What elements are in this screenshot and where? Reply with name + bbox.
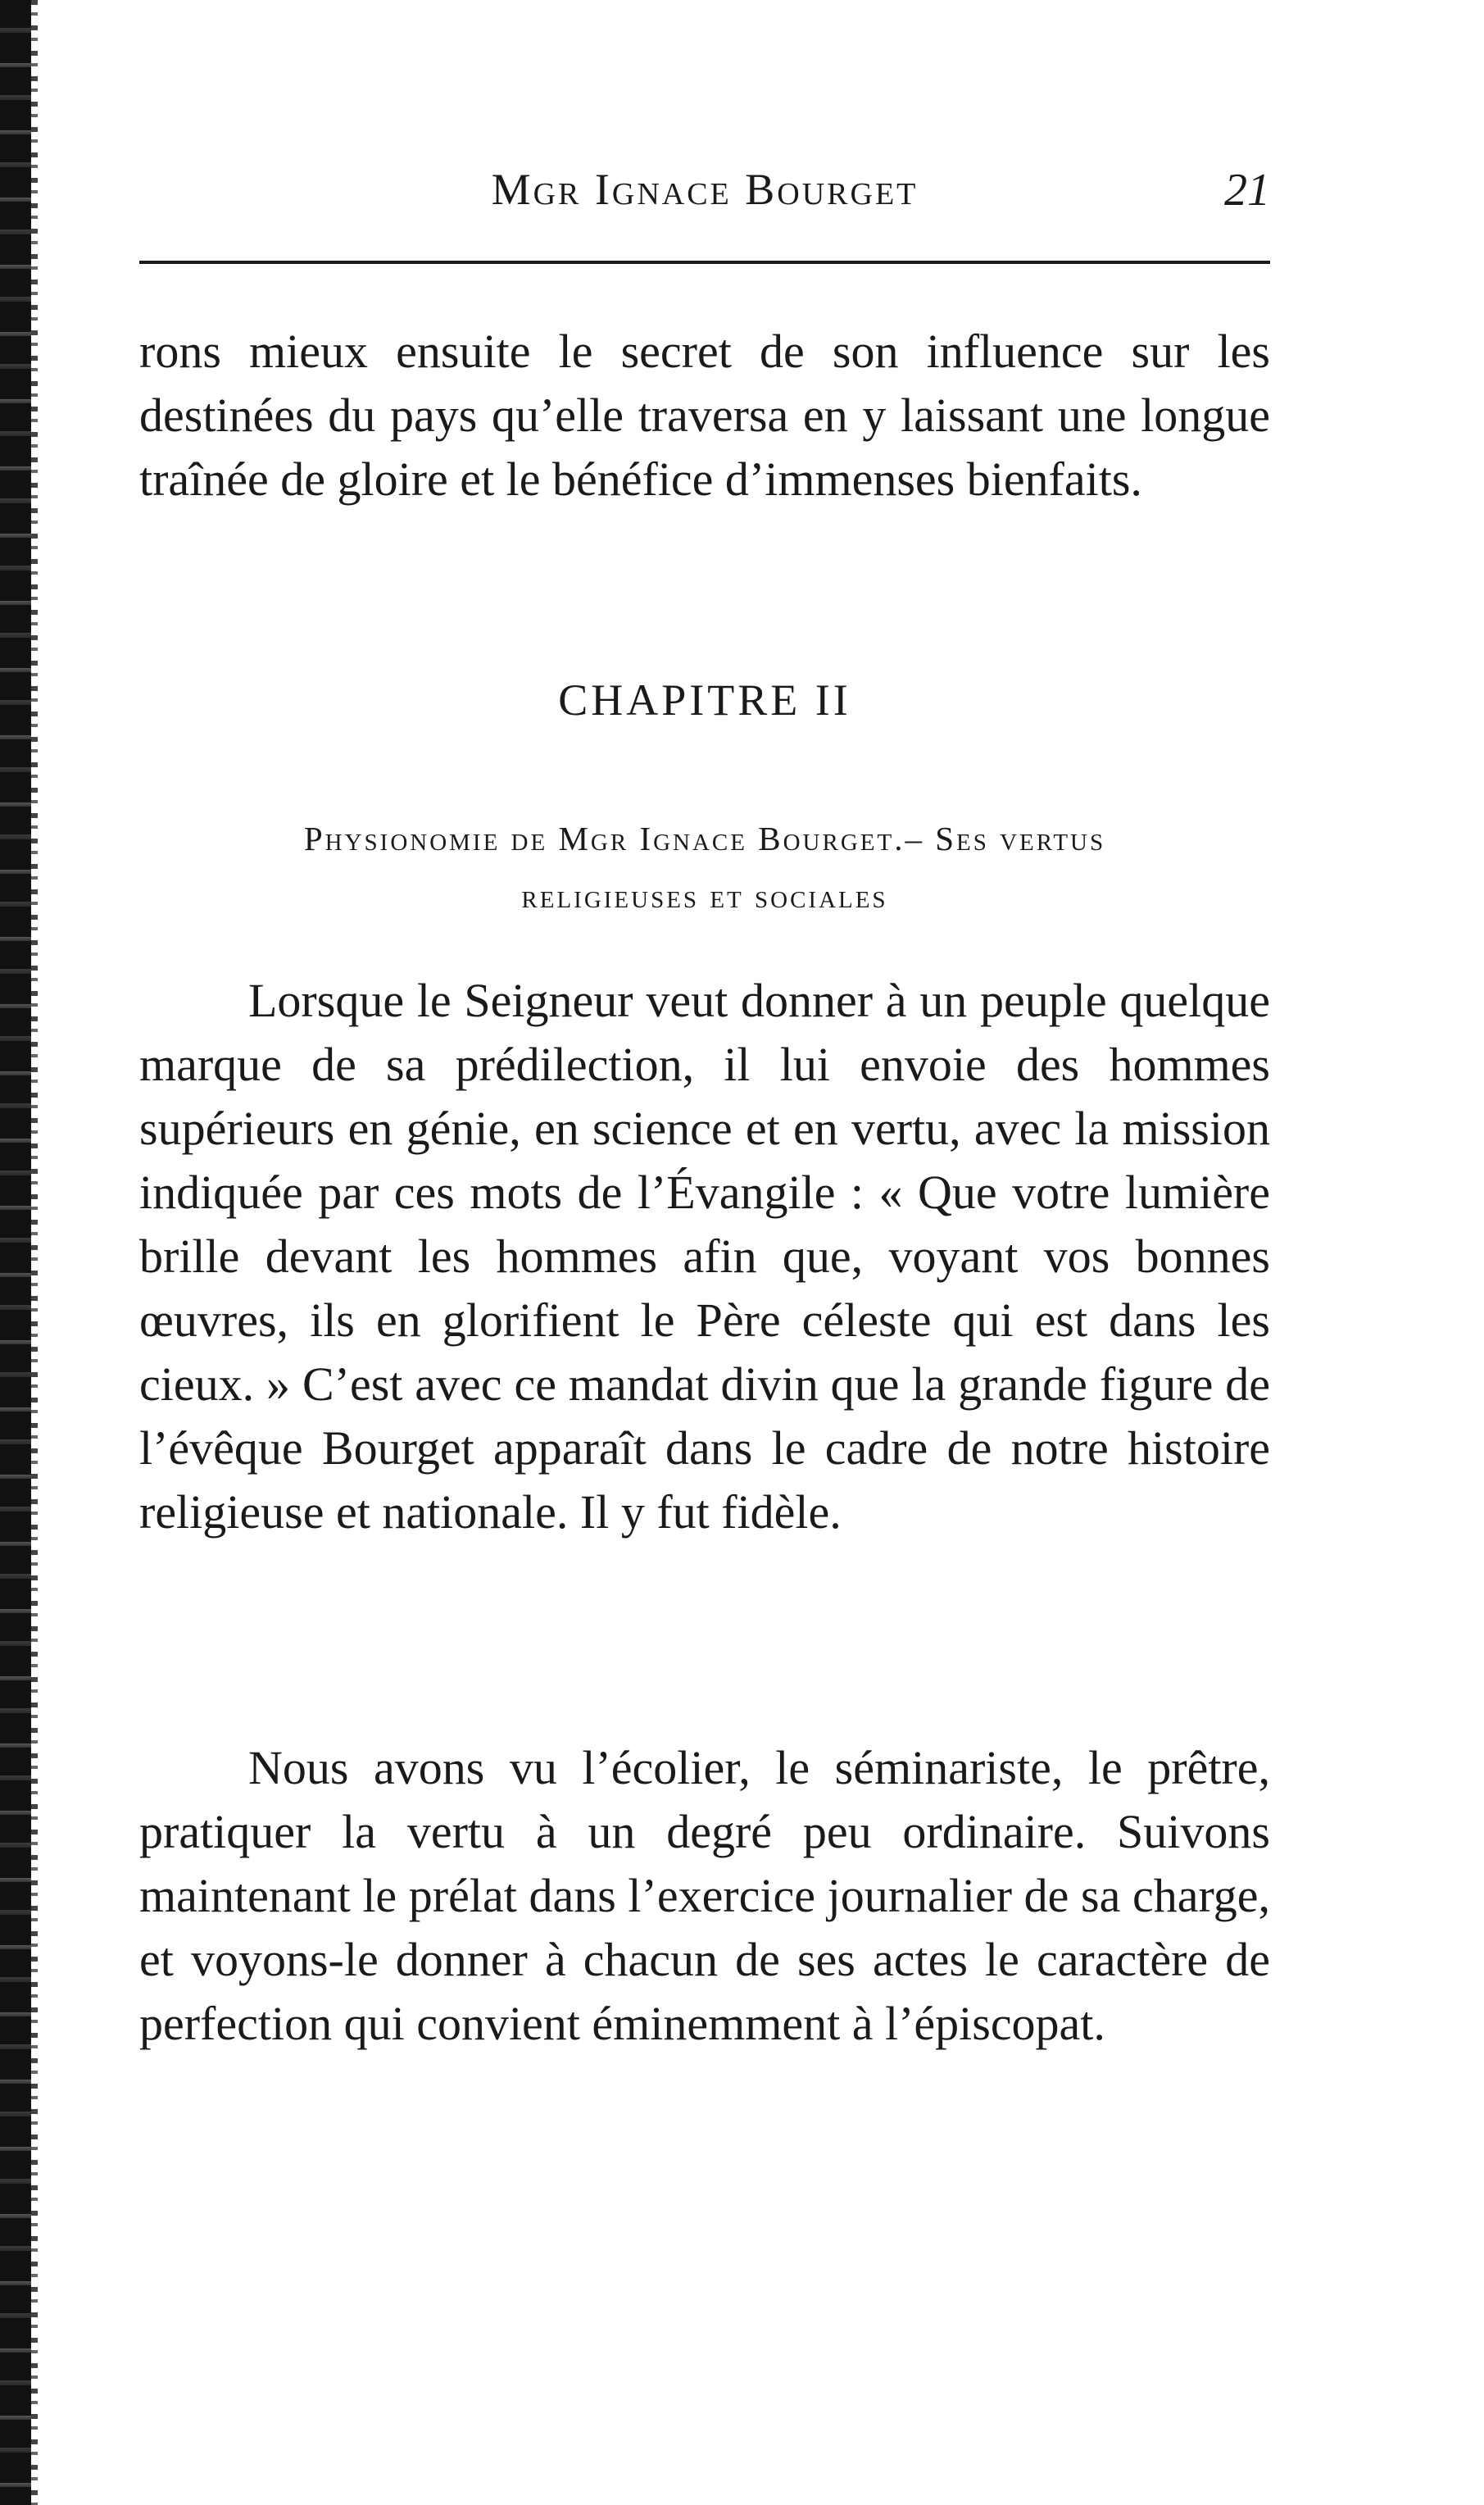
- chapter-heading: CHAPITRE II: [558, 675, 851, 725]
- chapter-subtitle-line-1: Physionomie de Mgr Ignace Bourget.– Ses vertus: [303, 820, 1106, 857]
- header-rule: [139, 261, 1270, 264]
- paragraph-nous-avons-vu: Nous avons vu l’écolier, le séminariste, le prêtre, pratiquer la vertu à un degré peu ordinaire. Suivons maintenant le prélat dans l’exercice journalier de sa charge, et voyons-le donner à chacun de ses actes le caractère de perfection qui convient éminemment à l’épiscopat.: [139, 1741, 1270, 2050]
- running-title: Mgr Ignace Bourget: [491, 165, 919, 214]
- page-number: 21: [1224, 165, 1270, 216]
- book-binding-edge: [0, 0, 31, 2505]
- paragraph-lorsque: Lorsque le Seigneur veut donner à un peuple quelque marque de sa prédilection, il lui envoie des hommes supérieurs en génie, en science et en vertu, avec la mission indiquée par ces mots de l’Évangile : « Que votre lumière brille devant les hommes afin que, voyant vos bonnes œuvres, ils en glorifient le Père céleste qui est dans les cieux. » C’est avec ce mandat divin que la grande figure de l’évêque Bourget apparaît dans le cadre de notre histoire religieuse et nationale. Il y fut fidèle.: [139, 974, 1270, 1539]
- chapter-subtitle-line-2: religieuses et sociales: [521, 877, 888, 915]
- running-head: [139, 164, 1270, 221]
- chapter-subtitle: [139, 810, 1270, 925]
- continued-paragraph: rons mieux ensuite le secret de son influence sur les destinées du pays qu’elle traversa en y laissant une longue traînée de gloire et le bénéfice d’immenses bienfaits.: [139, 325, 1270, 506]
